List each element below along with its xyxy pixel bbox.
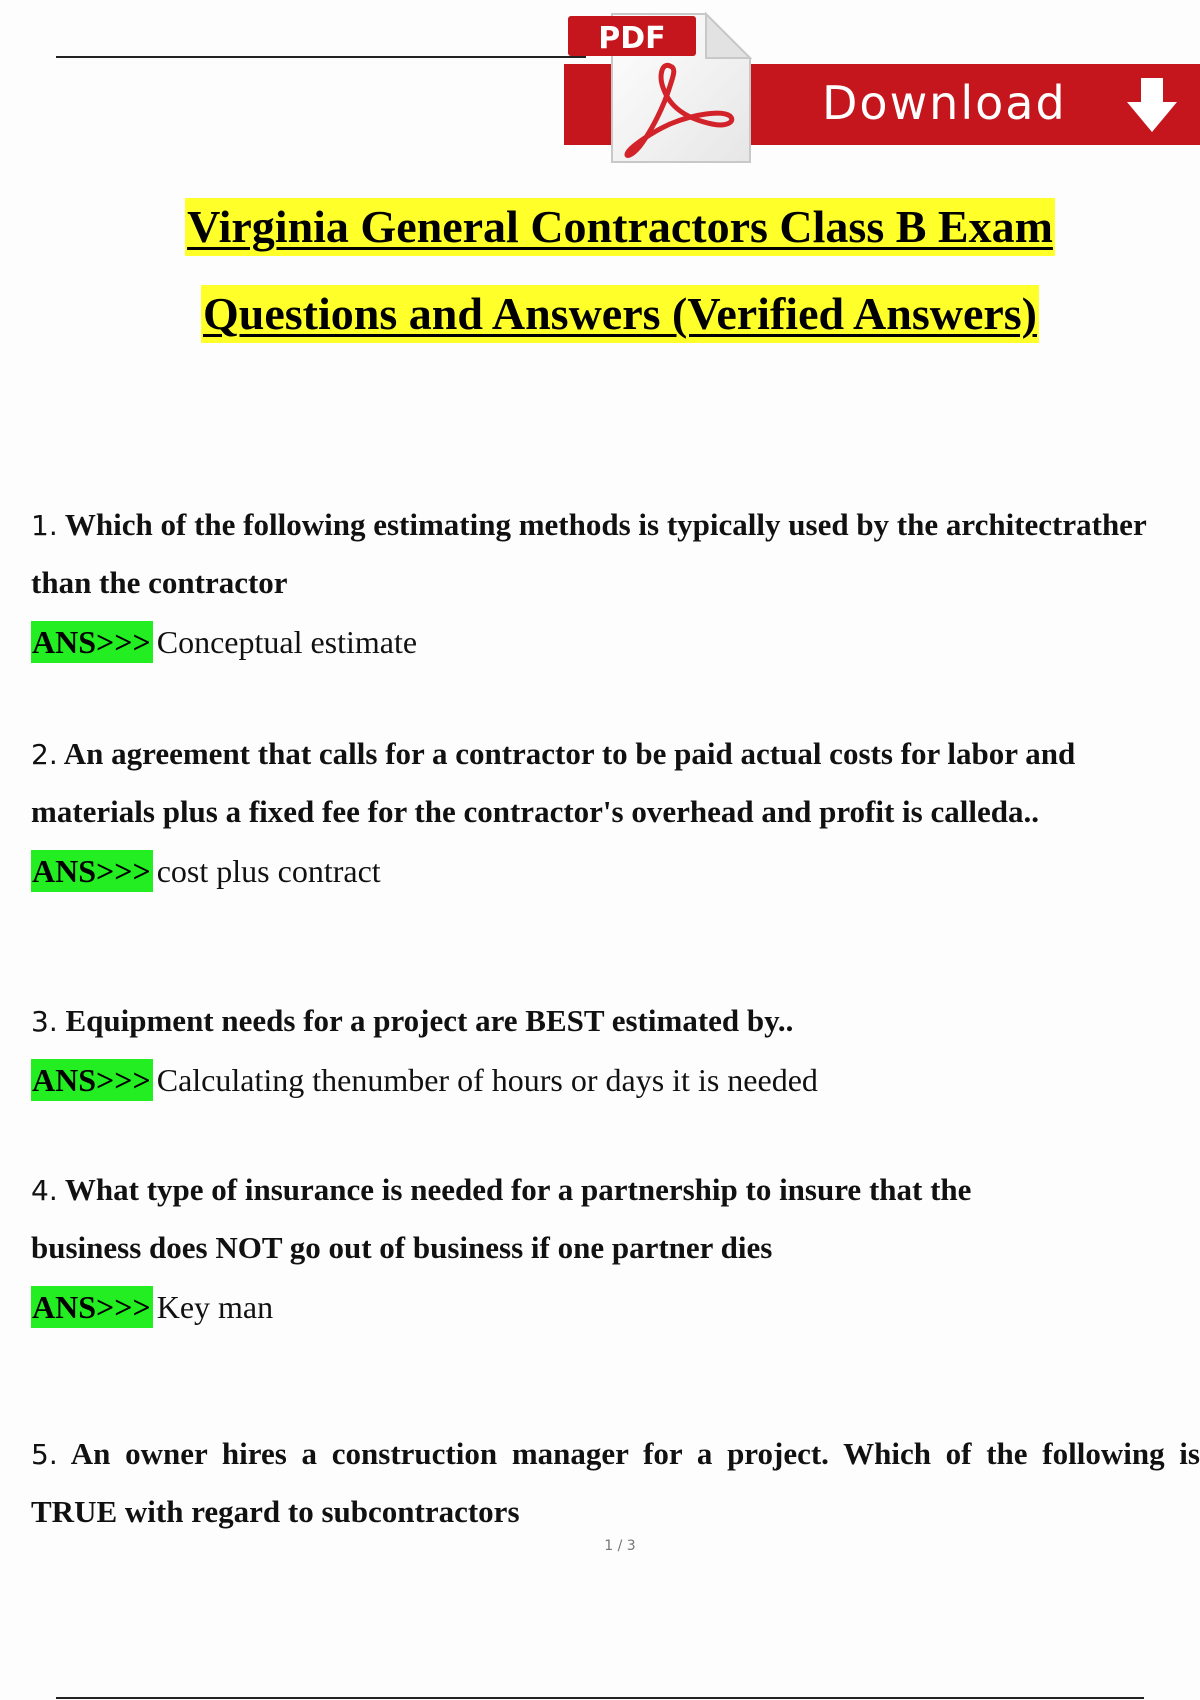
pdf-file-icon	[566, 6, 754, 164]
question-number: 3.	[31, 1005, 58, 1038]
question-text: 5. An owner hires a construction manager for a project. Which of the following is	[31, 1436, 1200, 1471]
question-item	[31, 505, 1200, 663]
question-item	[31, 1170, 1200, 1328]
answer-line	[31, 1059, 1200, 1101]
download-arrow-icon	[1127, 78, 1177, 132]
answer-text: Key man	[156, 1289, 274, 1325]
download-label: Download	[822, 76, 1067, 130]
question-text: 4. What type of insurance is needed for a partnership to insure that the	[31, 1172, 972, 1207]
question-item	[31, 1434, 1200, 1550]
question-text: business does NOT go out of business if one partner dies	[31, 1230, 773, 1265]
pdf-badge-text: PDF	[598, 21, 666, 56]
title-line-2: Questions and Answers (Verified Answers)	[201, 285, 1039, 343]
question-number: 5.	[31, 1438, 58, 1471]
question-text: 2. An agreement that calls for a contractor to be paid actual costs for labor and	[31, 736, 1076, 771]
question-text: 1. Which of the following estimating methods is typically used by the architectrather	[31, 507, 1147, 542]
answer-line	[31, 850, 1200, 892]
answer-line	[31, 1286, 1200, 1328]
question-item	[31, 1001, 1200, 1101]
answer-text: Calculating thenumber of hours or days it is needed	[156, 1062, 818, 1098]
answer-tag: ANS>>>	[31, 1059, 153, 1101]
question-text: materials plus a fixed fee for the contractor's overhead and profit is calleda..	[31, 794, 1039, 829]
answer-text: Conceptual estimate	[156, 624, 418, 660]
answer-tag: ANS>>>	[31, 621, 153, 663]
answer-text: cost plus contract	[156, 853, 381, 889]
page-indicator: 1 / 3	[604, 1538, 636, 1554]
title-line-1: Virginia General Contractors Class B Exam	[185, 198, 1055, 256]
question-number: 1.	[31, 509, 58, 542]
question-number: 2.	[31, 738, 58, 771]
answer-tag: ANS>>>	[31, 1286, 153, 1328]
question-number: 4.	[31, 1174, 58, 1207]
bottom-rule	[56, 1697, 1144, 1699]
document-title	[0, 198, 1200, 372]
question-text: than the contractor	[31, 565, 288, 600]
question-item	[31, 734, 1200, 892]
answer-line	[31, 621, 1200, 663]
question-text: TRUE with regard to subcontractors	[31, 1494, 520, 1529]
question-text: 3. Equipment needs for a project are BEST estimated by..	[31, 1003, 794, 1038]
answer-tag: ANS>>>	[31, 850, 153, 892]
top-rule	[56, 56, 586, 58]
